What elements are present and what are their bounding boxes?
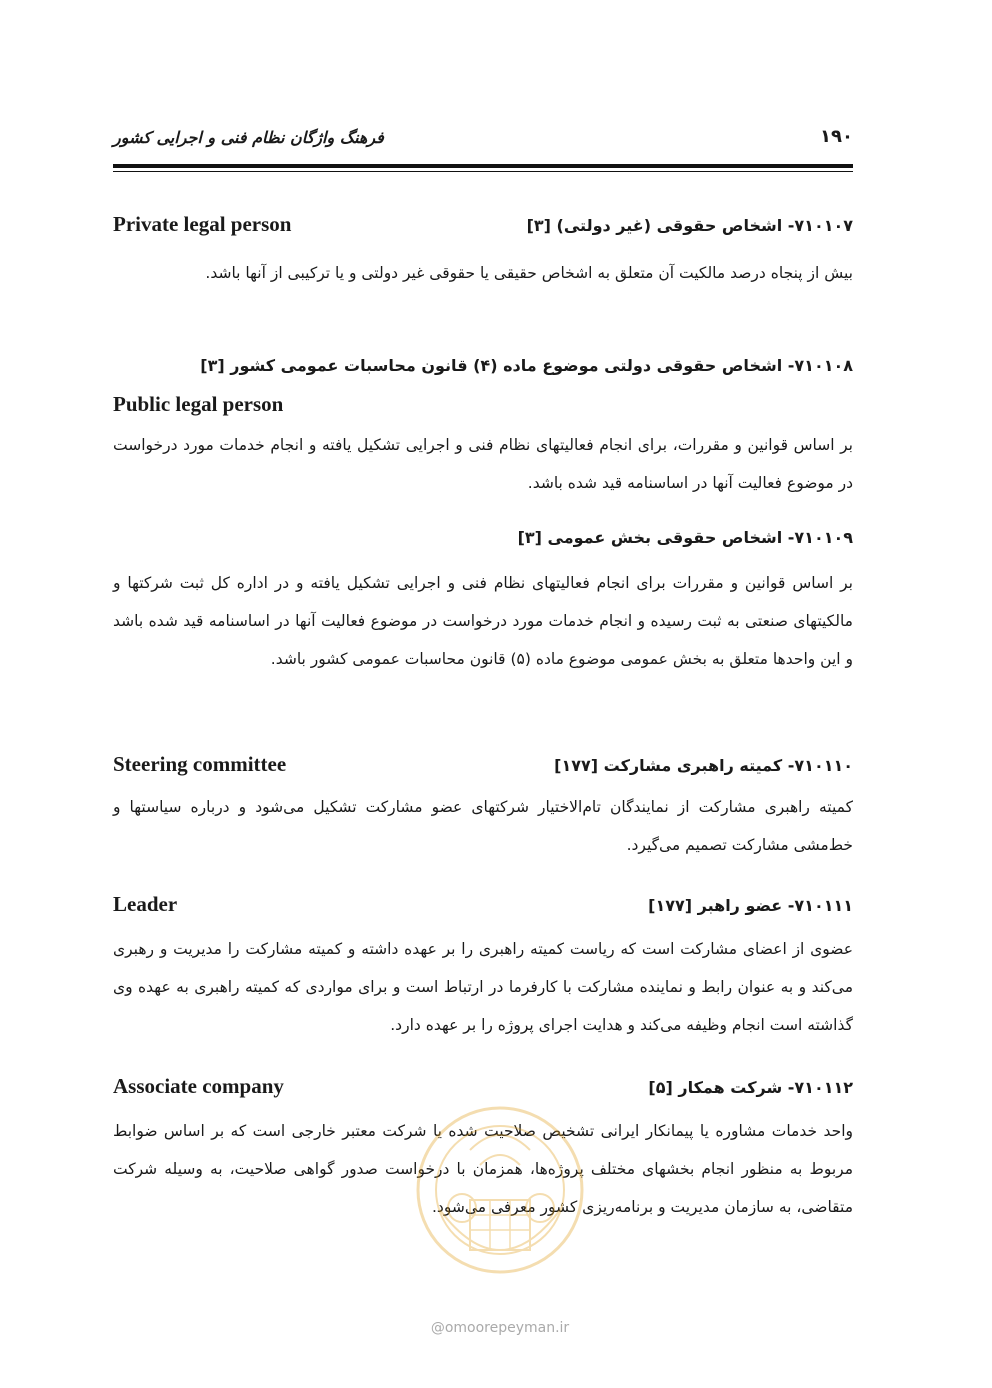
entry-definition: بر اساس قوانین و مقررات، برای انجام فعالیتهای نظام فنی و اجرایی تشکیل یافته و انجام خدمات مورد درخواست در موضوع فعالیت آنها در اساسنامه قید شده باشد. <box>113 436 853 492</box>
entry-title-en: Associate company <box>113 1074 284 1098</box>
entry-title-en: Steering committee <box>113 752 287 776</box>
entry-heading <box>113 892 853 926</box>
entry-title-en: Leader <box>113 892 178 916</box>
entry-heading <box>113 524 853 558</box>
entry-heading <box>113 212 853 246</box>
page-number: ۱۹۰ <box>820 126 853 147</box>
entry-title-fa: ۷۱۰۱۱۲- شرکت همکار [۵] <box>648 1078 853 1097</box>
entry-definition: بیش از پنجاه درصد مالکیت آن متعلق به اشخاص حقیقی یا حقوقی غیر دولتی و یا ترکیبی از آنها باشد. <box>205 264 853 282</box>
entry-title-en: Public legal person <box>113 392 284 416</box>
watermark-text: @omoorepeyman.ir <box>430 1320 570 1336</box>
entry-definition: عضوی از اعضای مشارکت است که ریاست کمیته راهبری را بر عهده داشته و کمیته مشارکت را مدیریت و رهبری می‌کند و به عنوان رابط و نماینده مشارکت با کارفرما در ارتباط است و برای مواردی که کمیته راهبری به عهده وی گذاشته است انجام وظیفه می‌کند و هدایت اجرای پروژه را بر عهده دارد. <box>113 940 853 1034</box>
entry-heading <box>113 352 853 386</box>
entry-title-fa: ۷۱۰۱۱۱- عضو راهبر [۱۷۷] <box>648 896 853 915</box>
entry-definition: بر اساس قوانین و مقررات برای انجام فعالیتهای نظام فنی و اجرایی تشکیل یافته و در اداره کل ثبت شرکتها و مالکیتهای صنعتی به ثبت رسیده و انجام خدمات مورد درخواست در موضوع فعالیت آنها در اساسنامه قید شده باشد و این واحدها متعلق به بخش عمومی موضوع ماده (۵) قانون محاسبات عمومی کشور باشد. <box>113 574 853 668</box>
entry-title-en: Private legal person <box>113 212 292 236</box>
watermark-seal-icon <box>400 1090 600 1320</box>
header-rule-thin <box>113 171 853 172</box>
entry-definition: کمیته راهبری مشارکت از نمایندگان تام‌الاختیار شرکتهای عضو مشارکت تشکیل می‌شود و درباره سیاستها و خط‌مشی مشارکت تصمیم می‌گیرد. <box>113 798 853 854</box>
header-rule-thick <box>113 164 853 168</box>
entry-title-fa: ۷۱۰۱۰۷- اشخاص حقوقی (غیر دولتی) [۳] <box>526 216 853 235</box>
entry-heading <box>113 752 853 786</box>
entry-title-fa: ۷۱۰۱۱۰- کمیته راهبری مشارکت [۱۷۷] <box>554 756 853 775</box>
running-title: فرهنگ واژگان نظام فنی و اجرایی کشور <box>113 128 384 147</box>
entry-title-fa: ۷۱۰۱۰۹- اشخاص حقوقی بخش عمومی [۳] <box>517 528 853 547</box>
entry-title-fa: ۷۱۰۱۰۸- اشخاص حقوقی دولتی موضوع ماده (۴) قانون محاسبات عمومی کشور [۳] <box>200 356 853 375</box>
entry-definition: واحد خدمات مشاوره یا پیمانکار ایرانی تشخیص صلاحیت شده یا شرکت معتبر خارجی است که بر اساس ضوابط مربوط به منظور انجام بخشهای مختلف پروژه‌ها، همزمان با درخواست صدور گواهی صلاحیت، به وسیله شرکت متقاضی، به سازمان مدیریت و برنامه‌ریزی کشور معرفی می‌شود. <box>113 1122 853 1216</box>
page-header <box>113 126 853 156</box>
